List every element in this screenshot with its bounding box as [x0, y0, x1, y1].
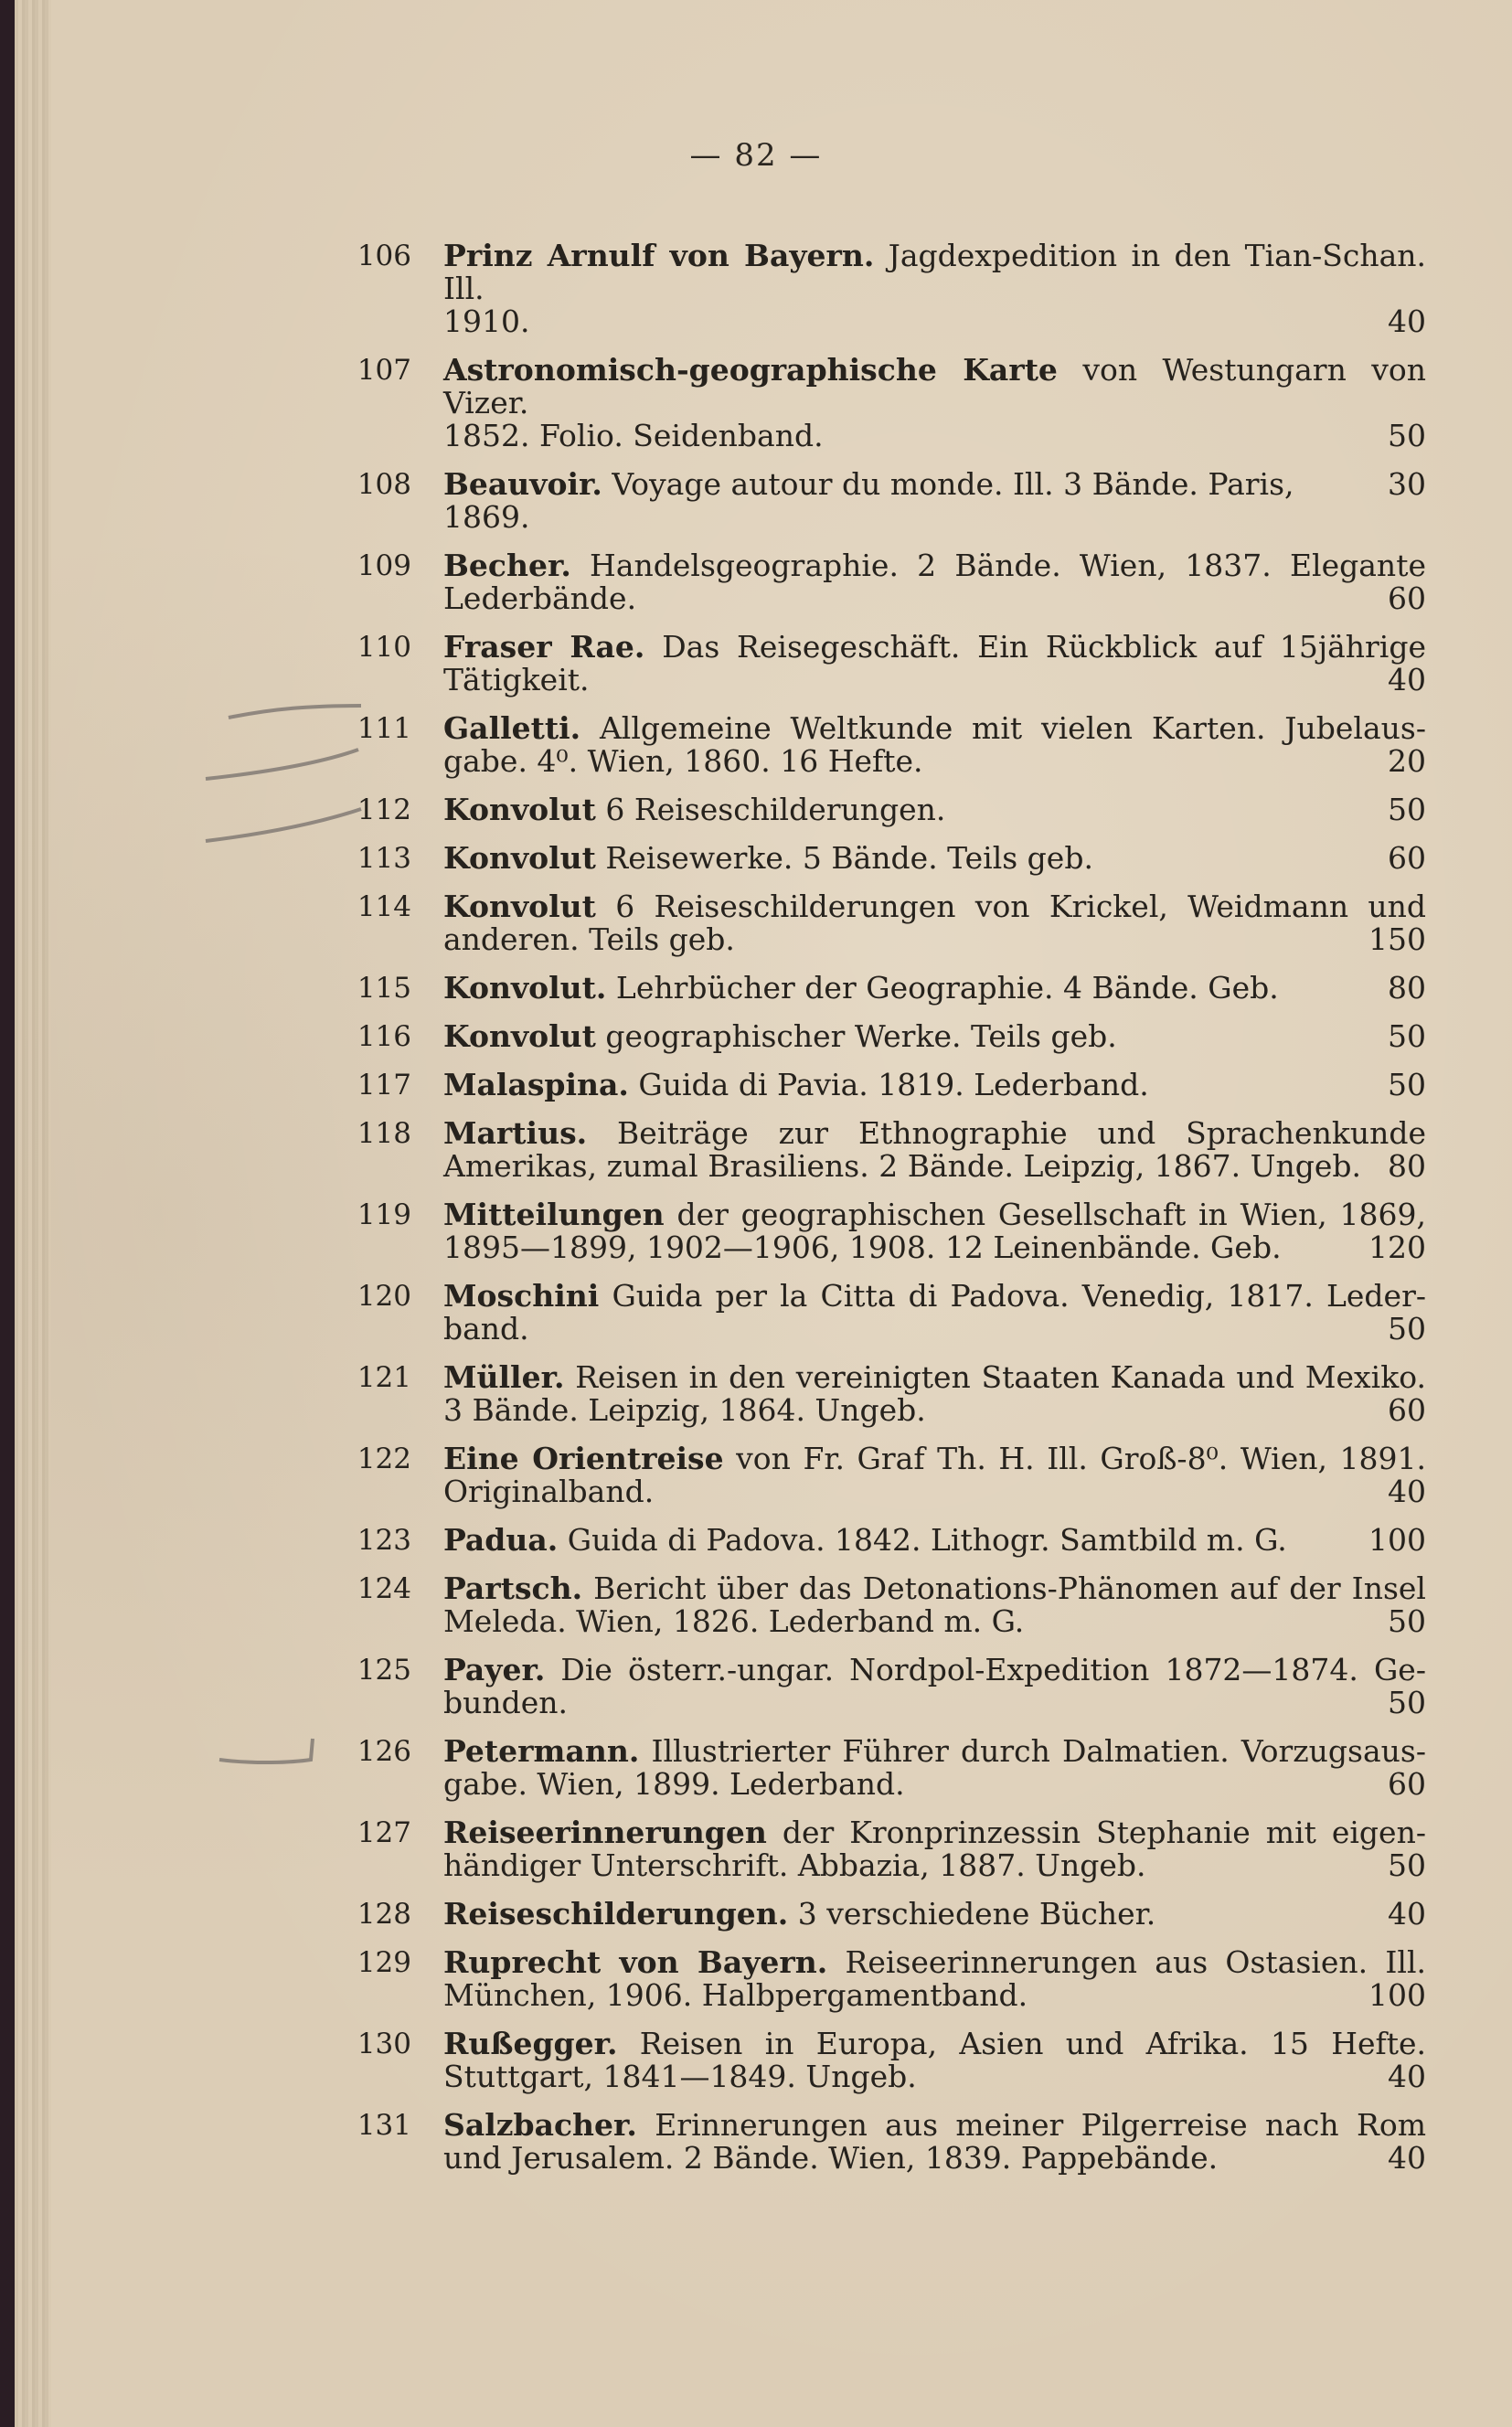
- entry-author: Ruprecht von Bayern.: [443, 1944, 828, 1980]
- catalog-entry: [343, 549, 1426, 615]
- catalog-entry: [343, 2109, 1426, 2175]
- entry-description-end: Meleda. Wien, 1826. Lederband m. G.: [443, 1603, 1025, 1639]
- entry-price: 60: [1388, 580, 1426, 616]
- entry-first-line: [443, 2028, 1426, 2060]
- entry-number: 127: [357, 1816, 411, 1849]
- entry-description-end: Stuttgart, 1841—1849. Ungeb.: [443, 2059, 917, 2094]
- catalog-entry: [343, 1069, 1426, 1102]
- entry-first-line: [443, 1735, 1426, 1768]
- entry-last-line: [443, 1849, 1426, 1882]
- entry-number: 120: [357, 1280, 411, 1313]
- entry-description-end: 1852. Folio. Seidenband.: [443, 418, 824, 453]
- entry-description-end: Guida di Padova. 1842. Lithogr. Samtbild m. G.: [567, 1522, 1287, 1558]
- entry-author: Prinz Arnulf von Bayern.: [443, 238, 875, 273]
- entry-author: Mitteilungen: [443, 1197, 665, 1232]
- entry-description-start: Reiseerinnerungen aus Ostasien. Ill.: [845, 1944, 1426, 1980]
- entry-first-line: [443, 1946, 1426, 1979]
- entry-single-line: [443, 972, 1426, 1005]
- entry-first-line: [443, 1816, 1426, 1849]
- entry-description-end: band.: [443, 1311, 529, 1347]
- entry-number: 118: [357, 1117, 411, 1150]
- entry-number: 124: [357, 1572, 411, 1605]
- entry-price: 40: [1388, 2059, 1426, 2094]
- catalog-entry: [343, 2028, 1426, 2093]
- catalog-entry: [343, 1361, 1426, 1427]
- catalog-entries: [343, 240, 1426, 2190]
- entry-price: 40: [1388, 662, 1426, 697]
- entry-single-line: [443, 1898, 1426, 1931]
- entry-author: Payer.: [443, 1652, 546, 1687]
- entry-first-line: [443, 1280, 1426, 1313]
- entry-description-start: von Fr. Graf Th. H. Ill. Groß-8⁰. Wien, 1891.: [736, 1441, 1426, 1476]
- entry-author: Petermann.: [443, 1733, 640, 1769]
- entry-first-line: [443, 1572, 1426, 1605]
- entry-description-start: Reisen in Europa, Asien und Afrika. 15 Hefte.: [639, 2026, 1426, 2061]
- entry-description-start: Die österr.-ungar. Nordpol-Expedition 1872—1874. Ge-: [560, 1652, 1426, 1687]
- entry-price: 50: [1388, 792, 1426, 827]
- entry-single-line: [443, 1069, 1426, 1102]
- entry-author: Beauvoir.: [443, 466, 602, 502]
- entry-price: 20: [1388, 743, 1426, 779]
- entry-description-end: händiger Unterschrift. Abbazia, 1887. Ungeb.: [443, 1847, 1146, 1883]
- entry-author: Konvolut: [443, 792, 596, 827]
- entry-price: 150: [1368, 921, 1426, 957]
- entry-last-line: [443, 1394, 1426, 1427]
- entry-single-line: [443, 1524, 1426, 1557]
- catalog-entry: [343, 972, 1426, 1005]
- entry-number: 116: [357, 1020, 411, 1053]
- entry-price: 80: [1388, 1148, 1426, 1184]
- entry-author: Astronomisch-geographische Karte: [443, 352, 1058, 388]
- entry-description-end: Amerikas, zumal Brasiliens. 2 Bände. Leipzig, 1867. Ungeb.: [443, 1148, 1361, 1184]
- entry-last-line: [443, 923, 1426, 956]
- entry-single-line: [443, 1020, 1426, 1053]
- entry-first-line: [443, 1654, 1426, 1687]
- catalog-entry: [343, 1524, 1426, 1557]
- entry-description-end: Reisewerke. 5 Bände. Teils geb.: [605, 840, 1093, 876]
- catalog-entry: [343, 1117, 1426, 1183]
- entry-last-line: [443, 1605, 1426, 1638]
- entry-description-end: geographischer Werke. Teils geb.: [605, 1018, 1117, 1054]
- entry-author: Reiseerinnerungen: [443, 1815, 767, 1850]
- entry-first-line: [443, 890, 1426, 923]
- entry-description-end: 6 Reiseschilderungen.: [605, 792, 946, 827]
- entry-first-line: [443, 240, 1426, 305]
- entry-price: 50: [1388, 1603, 1426, 1639]
- entry-number: 110: [357, 631, 411, 664]
- entry-description-start: Beiträge zur Ethnographie und Sprachenkunde: [617, 1115, 1426, 1151]
- entry-price: 40: [1388, 2140, 1426, 2176]
- entry-number: 108: [357, 468, 411, 501]
- entry-author: Salzbacher.: [443, 2107, 637, 2143]
- entry-first-line: [443, 354, 1426, 420]
- entry-first-line: [443, 1442, 1426, 1475]
- entry-price: 40: [1388, 1474, 1426, 1509]
- entry-number: 107: [357, 354, 411, 387]
- entry-description-start: 6 Reiseschilderungen von Krickel, Weidmann und: [615, 889, 1426, 924]
- entry-description-end: 3 Bände. Leipzig, 1864. Ungeb.: [443, 1392, 926, 1428]
- entry-description-start: der Kronprinzessin Stephanie mit eigen-: [782, 1815, 1426, 1850]
- entry-first-line: [443, 1361, 1426, 1394]
- entry-first-line: [443, 2109, 1426, 2142]
- entry-number: 123: [357, 1524, 411, 1557]
- entry-description-start: Jagdexpedition in den Tian-Schan. Ill.: [443, 238, 1426, 306]
- catalog-entry: [343, 1654, 1426, 1719]
- catalog-entry: [343, 1898, 1426, 1931]
- entry-number: 129: [357, 1946, 411, 1979]
- page-edges: [15, 0, 51, 2427]
- entry-last-line: [443, 1313, 1426, 1346]
- entry-last-line: [443, 305, 1426, 338]
- catalog-entry: [343, 631, 1426, 697]
- catalog-entry: [343, 1572, 1426, 1638]
- entry-description-end: Lederbände.: [443, 580, 637, 616]
- entry-description-start: Das Reisegeschäft. Ein Rückblick auf 15jährige: [662, 629, 1426, 665]
- entry-description-end: Lehrbücher der Geographie. 4 Bände. Geb.: [615, 970, 1279, 1006]
- entry-description-end: anderen. Teils geb.: [443, 921, 735, 957]
- entry-author: Padua.: [443, 1522, 559, 1558]
- entry-price: 40: [1388, 303, 1426, 339]
- entry-price: 120: [1368, 1229, 1426, 1265]
- entry-last-line: [443, 1979, 1426, 2012]
- entry-description-end: Originalband.: [443, 1474, 655, 1509]
- entry-last-line: [443, 582, 1426, 615]
- entry-price: 40: [1388, 1896, 1426, 1932]
- entry-number: 126: [357, 1735, 411, 1768]
- entry-author: Becher.: [443, 548, 571, 583]
- entry-price: 50: [1388, 1847, 1426, 1883]
- entry-author: Partsch.: [443, 1570, 583, 1606]
- entry-author: Fraser Rae.: [443, 629, 645, 665]
- entry-price: 30: [1388, 466, 1426, 502]
- entry-number: 113: [357, 842, 411, 875]
- entry-description-end: 1910.: [443, 303, 530, 339]
- entry-number: 128: [357, 1898, 411, 1931]
- page-number: — 82 —: [689, 137, 823, 174]
- catalog-entry: [343, 354, 1426, 452]
- entry-description-end: 1895—1899, 1902—1906, 1908. 12 Leinenbände. Geb.: [443, 1229, 1282, 1265]
- entry-first-line: [443, 549, 1426, 582]
- entry-number: 114: [357, 890, 411, 923]
- entry-number: 125: [357, 1654, 411, 1687]
- catalog-entry: [343, 240, 1426, 338]
- entry-author: Konvolut.: [443, 970, 607, 1006]
- entry-description-end: Guida di Pavia. 1819. Lederband.: [638, 1067, 1149, 1102]
- entry-number: 121: [357, 1361, 411, 1394]
- catalog-entry: [343, 890, 1426, 956]
- entry-description-end: bunden.: [443, 1685, 569, 1720]
- entry-last-line: [443, 1768, 1426, 1801]
- catalog-entry: [343, 1442, 1426, 1508]
- entry-author: Moschini: [443, 1278, 600, 1314]
- entry-author: Malaspina.: [443, 1067, 629, 1102]
- entry-first-line: [443, 1198, 1426, 1231]
- entry-price: 50: [1388, 1311, 1426, 1347]
- entry-author: Galletti.: [443, 710, 581, 746]
- entry-author: Martius.: [443, 1115, 588, 1151]
- entry-description-end: Tätigkeit.: [443, 662, 590, 697]
- entry-price: 100: [1368, 1522, 1426, 1558]
- entry-number: 130: [357, 2028, 411, 2060]
- entry-author: Müller.: [443, 1359, 565, 1395]
- entry-last-line: [443, 745, 1426, 778]
- entry-number: 111: [357, 712, 411, 745]
- entry-last-line: [443, 420, 1426, 452]
- entry-description-end: gabe. 4⁰. Wien, 1860. 16 Hefte.: [443, 743, 923, 779]
- entry-author: Konvolut: [443, 840, 596, 876]
- entry-first-line: [443, 1117, 1426, 1150]
- catalog-entry: [343, 1280, 1426, 1346]
- entry-price: 100: [1368, 1977, 1426, 2013]
- entry-last-line: [443, 1231, 1426, 1264]
- entry-author: Reiseschilderungen.: [443, 1896, 789, 1932]
- entry-last-line: [443, 1687, 1426, 1719]
- entry-number: 115: [357, 972, 411, 1005]
- entry-author: Rußegger.: [443, 2026, 618, 2061]
- entry-author: Konvolut: [443, 889, 596, 924]
- entry-description-start: Allgemeine Weltkunde mit vielen Karten. Jubelaus-: [599, 710, 1426, 746]
- entry-description-start: Reisen in den vereinigten Staaten Kanada und Mexiko.: [575, 1359, 1426, 1395]
- catalog-entry: [343, 1020, 1426, 1053]
- entry-author: Eine Orientreise: [443, 1441, 724, 1476]
- entry-price: 50: [1388, 1018, 1426, 1054]
- catalog-entry: [343, 1816, 1426, 1882]
- catalog-entry: [343, 793, 1426, 826]
- entry-first-line: [443, 712, 1426, 745]
- entry-description-start: Guida per la Citta di Padova. Venedig, 1817. Leder-: [612, 1278, 1426, 1314]
- entry-last-line: [443, 1475, 1426, 1508]
- entry-description-start: Handelsgeographie. 2 Bände. Wien, 1837. Elegante: [590, 548, 1426, 583]
- entry-price: 50: [1388, 1067, 1426, 1102]
- entry-number: 131: [357, 2109, 411, 2142]
- entry-number: 112: [357, 793, 411, 826]
- entry-description-start: Bericht über das Detonations-Phänomen auf der Insel: [593, 1570, 1426, 1606]
- entry-number: 119: [357, 1198, 411, 1231]
- entry-single-line: [443, 793, 1426, 826]
- entry-description-end: Voyage autour du monde. Ill. 3 Bände. Paris, 1869.: [443, 466, 1294, 535]
- entry-price: 50: [1388, 1685, 1426, 1720]
- entry-last-line: [443, 2060, 1426, 2093]
- catalog-entry: [343, 712, 1426, 778]
- entry-first-line: [443, 631, 1426, 664]
- entry-last-line: [443, 664, 1426, 697]
- entry-description-end: München, 1906. Halbpergamentband.: [443, 1977, 1028, 2013]
- entry-description-end: und Jerusalem. 2 Bände. Wien, 1839. Pappebände.: [443, 2140, 1219, 2176]
- entry-price: 80: [1388, 970, 1426, 1006]
- entry-number: 122: [357, 1442, 411, 1475]
- catalog-entry: [343, 468, 1426, 534]
- catalog-entry: [343, 1198, 1426, 1264]
- entry-price: 50: [1388, 418, 1426, 453]
- entry-description-start: Erinnerungen aus meiner Pilgerreise nach Rom: [655, 2107, 1426, 2143]
- entry-description-start: von Westungarn von Vizer.: [443, 352, 1426, 420]
- entry-single-line: [443, 842, 1426, 875]
- catalog-entry: [343, 1946, 1426, 2012]
- entry-price: 60: [1388, 1766, 1426, 1802]
- entry-number: 117: [357, 1069, 411, 1102]
- entry-last-line: [443, 2142, 1426, 2175]
- entry-price: 60: [1388, 840, 1426, 876]
- entry-description-end: 3 verschiedene Bücher.: [797, 1896, 1156, 1932]
- entry-number: 109: [357, 549, 411, 582]
- entry-description-start: Illustrierter Führer durch Dalmatien. Vorzugsaus-: [651, 1733, 1426, 1769]
- entry-price: 60: [1388, 1392, 1426, 1428]
- entry-author: Konvolut: [443, 1018, 596, 1054]
- entry-last-line: [443, 1150, 1426, 1183]
- entry-single-line: [443, 468, 1426, 534]
- entry-description-start: der geographischen Gesellschaft in Wien, 1869,: [676, 1197, 1426, 1232]
- entry-description-end: gabe. Wien, 1899. Lederband.: [443, 1766, 905, 1802]
- catalog-entry: [343, 842, 1426, 875]
- entry-number: 106: [357, 240, 411, 272]
- catalog-entry: [343, 1735, 1426, 1801]
